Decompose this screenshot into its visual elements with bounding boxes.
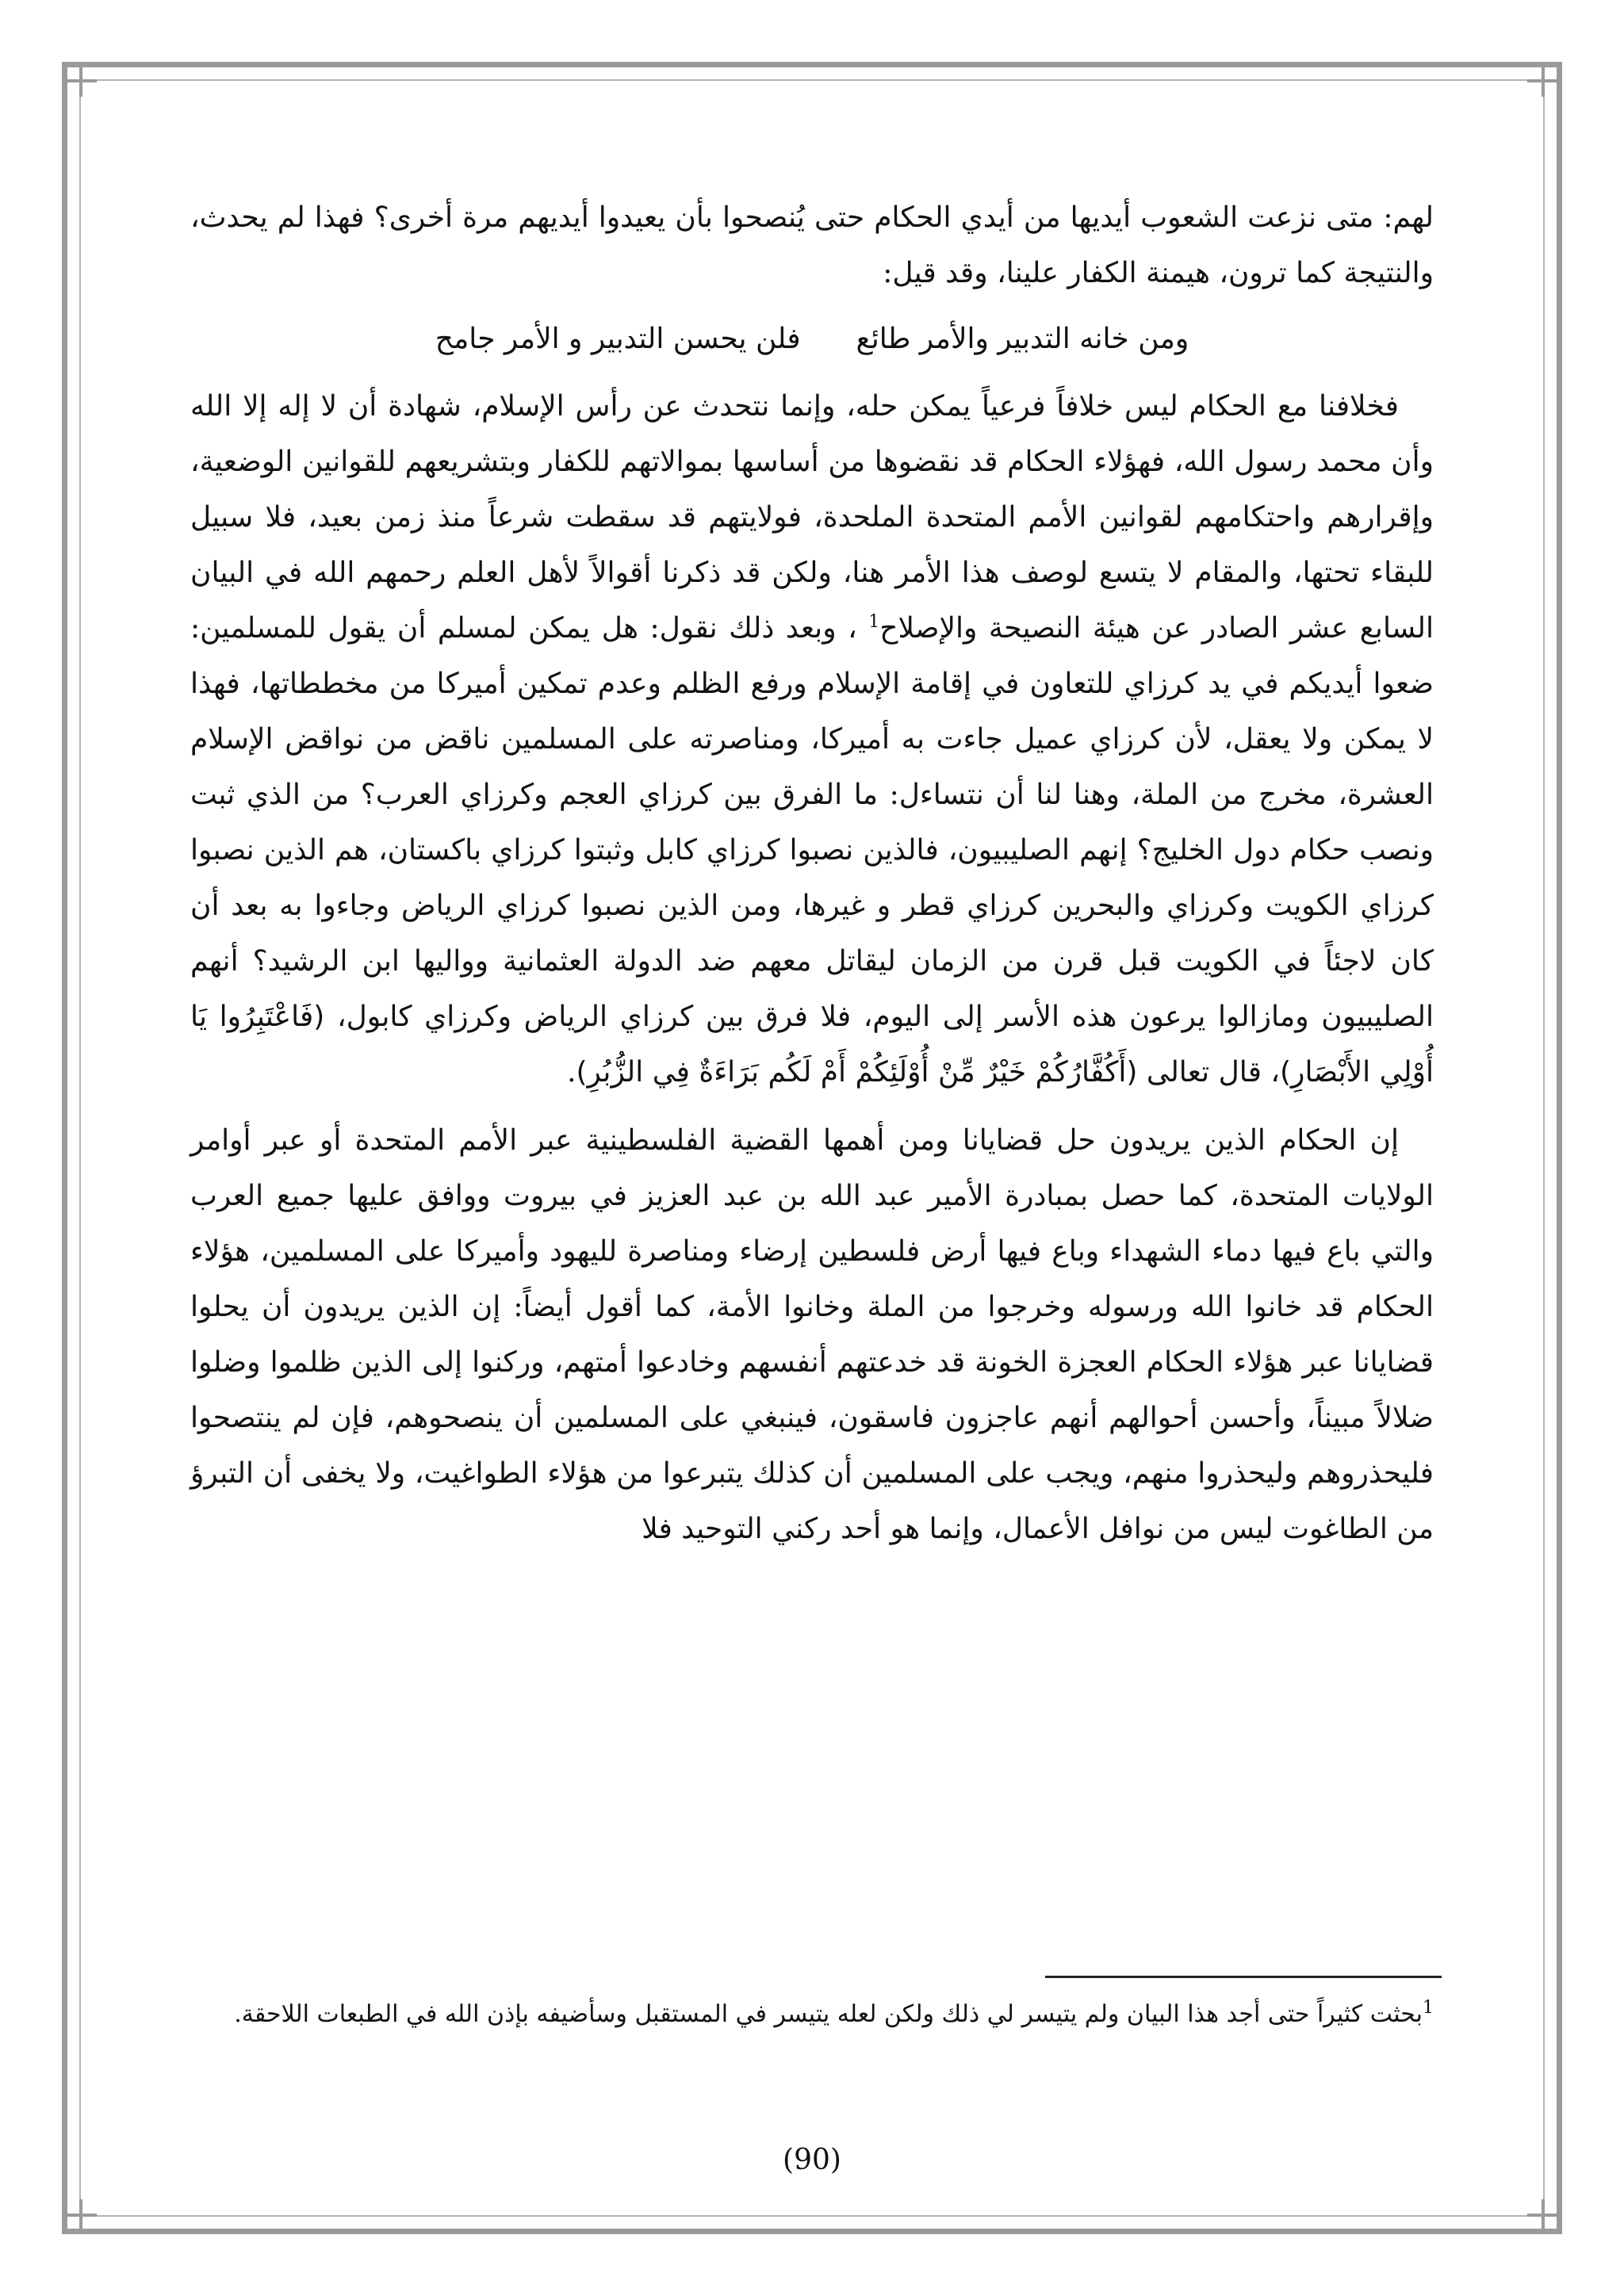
paragraph-1: لهم: متى نزعت الشعوب أيديها من أيدي الحكام حتى يُنصحوا بأن يعيدوا أيديهم مرة أخرى؟ فهذا لم يحدث، والنتيجة كما ترون، هيمنة الكفار علينا، وقد قيل:: [190, 201, 1434, 289]
quran-verse-1: (فَاعْتَبِرُوا يَا أُوْلِي الأَبْصَارِ): [190, 1001, 1434, 1089]
verse-second-hemistich: فلن يحسن التدبير و الأمر جامح: [435, 323, 801, 355]
corner-ornament-bottom-right: [1527, 2199, 1562, 2234]
paragraph-2: [190, 379, 1434, 1100]
corner-ornament-top-right: [1527, 62, 1562, 97]
page-number: (90): [783, 2144, 841, 2176]
footnote-separator: [1045, 1976, 1442, 1978]
footnote-text: بحثت كثيراً حتى أجد هذا البيان ولم يتيسر لي ذلك ولكن لعله يتيسر في المستقبل وسأضيفه بإذن الله في الطبعات اللاحقة.: [234, 2000, 1423, 2028]
footnote: [190, 1990, 1434, 2039]
poetry-verse: [190, 314, 1434, 365]
paragraph-2-text-a: فخلافنا مع الحكام ليس خلافاً فرعياً يمكن حله، وإنما نتحدث عن رأس الإسلام، شهادة أن لا إله إلا الله وأن محمد رسول الله، فهؤلاء الحكام قد نقضوها من أساسها بموالاتهم للكفار وبتشريعهم للقوانين الوضعية، وإقرارهم واحتكامهم لقوانين الأمم المتحدة الملحدة، فولايتهم قد سقطت شرعاً منذ زمن بعيد، فلا سبيل للبقاء تحتها، والمقام لا يتسع لوصف هذا الأمر هنا، ولكن قد ذكرنا أقوالاً لأهل العلم رحمهم الله في البيان السابع عشر الصادر عن هيئة النصيحة والإصلاح: [190, 390, 1434, 645]
corner-ornament-top-left: [62, 62, 97, 97]
footnote-mark: 1: [1423, 1998, 1434, 2018]
paragraph-3: إن الحكام الذين يريدون حل قضايانا ومن أهمها القضية الفلسطينية عبر الأمم المتحدة أو عبر أوامر الولايات المتحدة، كما حصل بمبادرة الأمير عبد الله بن عبد العزيز في بيروت ووافق عليها جميع العرب والتي باع فيها دماء الشهداء وباع فيها أرض فلسطين إرضاء ومناصرة لليهود وأميركا على المسلمين، هؤلاء الحكام قد خانوا الله ورسوله وخرجوا من الملة وخانوا الأمة، كما أقول أيضاً: إن الذين يريدون أن يحلوا قضايانا عبر هؤلاء الحكام العجزة الخونة قد خدعتهم أنفسهم وخادعوا أمتهم، وركنوا إلى الذين ظلموا وضلوا ضلالاً مبيناً، وأحسن أحوالهم أنهم عاجزون فاسقون، فينبغي على المسلمين أن ينصحوهم، فإن لم ينتصحوا فليحذروهم وليحذروا منهم، ويجب على المسلمين أن كذلك يتبرعوا من هؤلاء الطواغيت، ولا يخفى أن التبرؤ من الطاغوت ليس من نوافل الأعمال، وإنما هو أحد ركني التوحيد فلا: [190, 1124, 1434, 1545]
paragraph-2-end: .: [567, 1056, 576, 1089]
verse-first-hemistich: ومن خانه التدبير والأمر طائع: [856, 323, 1189, 355]
quran-verse-2: (أَكُفَّارُكُمْ خَيْرٌ مِّنْ أُوْلَئِكُمْ أَمْ لَكُم بَرَاءَةٌ فِي الزُّبُرِ): [576, 1056, 1138, 1089]
footnote-reference[interactable]: 1: [868, 612, 880, 632]
corner-ornament-bottom-left: [62, 2199, 97, 2234]
paragraph-2-text-c: ، قال تعالى: [1137, 1056, 1281, 1089]
paragraph-2-text-b: ، وبعد ذلك نقول: هل يمكن لمسلم أن يقول للمسلمين: ضعوا أيديكم في يد كرزاي للتعاون في إقامة الإسلام ورفع الظلم وعدم تمكين أميركا من مخططاتها، فهذا لا يمكن ولا يعقل، لأن كرزاي عميل جاءت به أميركا، ومناصرته على المسلمين ناقض من نواقض الإسلام العشرة، مخرج من الملة، وهنا لنا أن نتساءل: ما الفرق بين كرزاي العجم وكرزاي العرب؟ من الذي ثبت ونصب حكام دول الخليج؟ إنهم الصليبيون، فالذين نصبوا كرزاي كابل وثبتوا كرزاي باكستان، هم الذين نصبوا كرزاي الكويت وكرزاي والبحرين كرزاي قطر و غيرها، ومن الذين نصبوا كرزاي الرياض وجاءوا به بعد أن كان لاجئاً في الكويت قبل قرن من الزمان ليقاتل معهم ضد الدولة العثمانية وواليها ابن الرشيد؟ أنهم الصليبيون ومازالوا يرعون هذه الأسر إلى اليوم، فلا فرق بين كرزاي الرياض وكرزاي كابول،: [190, 612, 1434, 1033]
body-text: [190, 190, 1434, 1570]
